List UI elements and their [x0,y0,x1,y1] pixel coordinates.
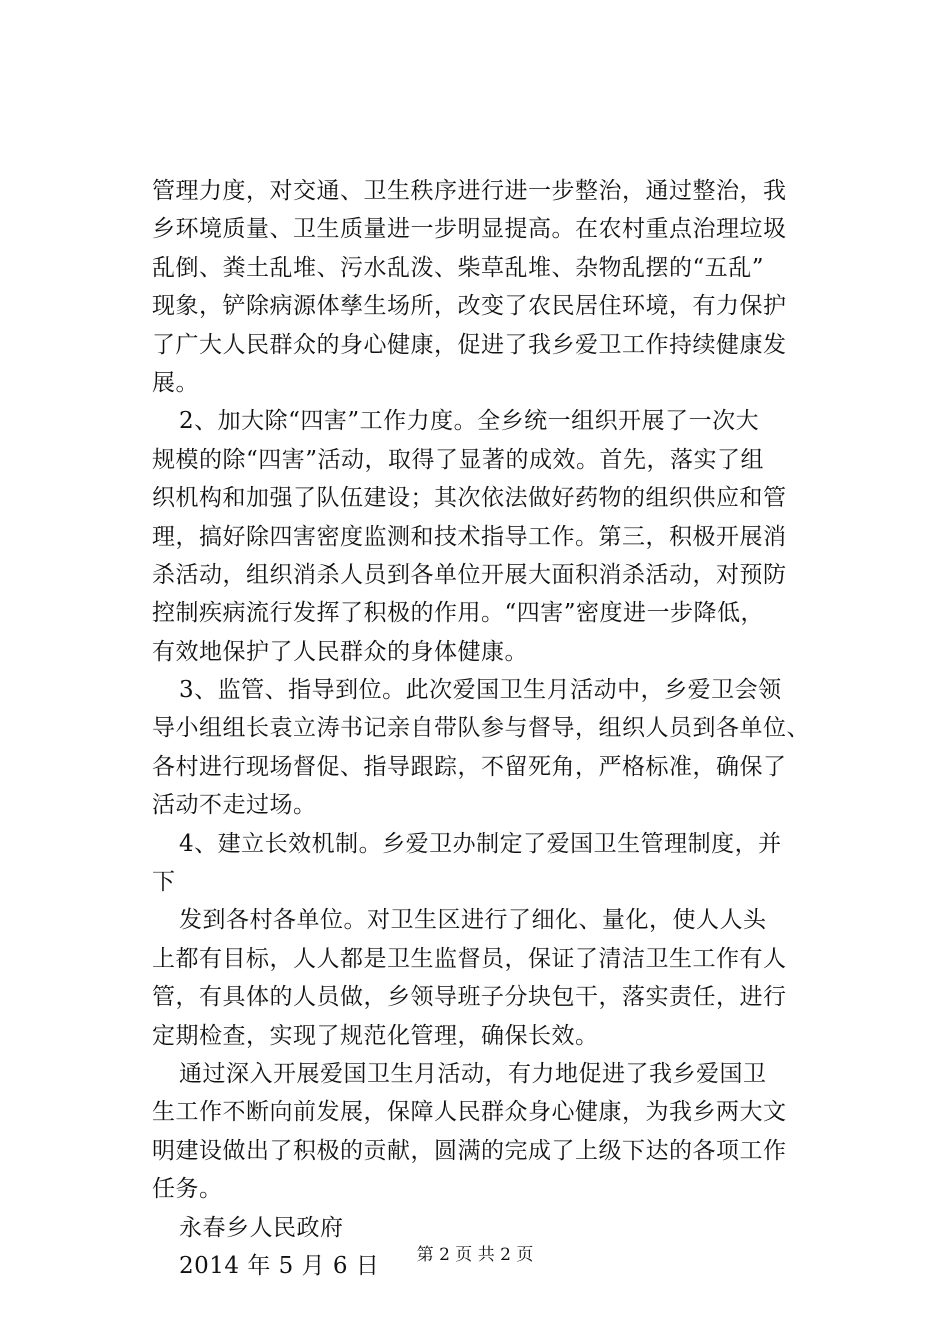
document-body [152,172,832,1285]
text-line: 生工作不断向前发展，保障人民群众身心健康，为我乡两大文 [152,1099,787,1126]
signature-organization: 永春乡人民政府 [179,1214,344,1241]
text-line: 乡环境质量、卫生质量进一步明显提高。在农村重点治理垃圾 [152,216,787,243]
text-line: 管理力度，对交通、卫生秩序进行进一步整治，通过整治，我 [152,178,787,204]
text-line: 理，搞好除四害密度监测和技术指导工作。第三，积极开展消 [152,523,787,550]
text-line: 展。 [152,369,199,396]
text-line: 织机构和加强了队伍建设；其次依法做好药物的组织供应和管 [152,485,787,512]
text-line: 了广大人民群众的身心健康，促进了我乡爱卫工作持续健康发 [152,331,787,358]
text-line: 通过深入开展爱国卫生月活动，有力地促进了我乡爱国卫 [179,1060,767,1087]
signature-date: 2014 年 5 月 6 日 [179,1252,380,1279]
text-line: 乱倒、粪土乱堆、污水乱泼、柴草乱堆、杂物乱摆的“五乱” [152,254,765,281]
text-line: 杀活动，组织消杀人员到各单位开展大面积消杀活动，对预防 [152,561,787,588]
text-line: 上都有目标，人人都是卫生监督员，保证了清洁卫生工作有人 [152,945,787,972]
text-line: 下 [152,869,176,896]
text-line: 任务。 [152,1176,223,1203]
text-line: 各村进行现场督促、指导跟踪，不留死角，严格标准，确保了 [152,753,787,780]
text-line: 3、监管、指导到位。此次爱国卫生月活动中，乡爱卫会领 [179,677,782,704]
page-number: 第 2 页 共 2 页 [416,1245,534,1265]
text-line: 控制疾病流行发挥了积极的作用。“四害”密度进一步降低， [152,600,765,627]
text-line: 4、建立长效机制。乡爱卫办制定了爱国卫生管理制度，并 [179,830,782,857]
text-line: 规模的除“四害”活动，取得了显著的成效。首先，落实了组 [152,446,765,473]
text-line: 活动不走过场。 [152,792,317,819]
text-line: 导小组组长袁立涛书记亲自带队参与督导，组织人员到各单位、 [152,715,810,742]
text-line: 管，有具体的人员做，乡领导班子分块包干，落实责任，进行 [152,984,787,1011]
page-footer [0,1244,950,1266]
text-line: 有效地保护了人民群众的身体健康。 [152,638,528,665]
text-line: 定期检查，实现了规范化管理，确保长效。 [152,1022,599,1049]
text-line: 发到各村各单位。对卫生区进行了细化、量化，使人人头 [179,907,767,934]
text-line: 现象，铲除病源体孳生场所，改变了农民居住环境，有力保护 [152,293,787,320]
text-line: 2、加大除“四害”工作力度。全乡统一组织开展了一次大 [179,408,760,435]
text-line: 明建设做出了积极的贡献，圆满的完成了上级下达的各项工作 [152,1137,787,1164]
